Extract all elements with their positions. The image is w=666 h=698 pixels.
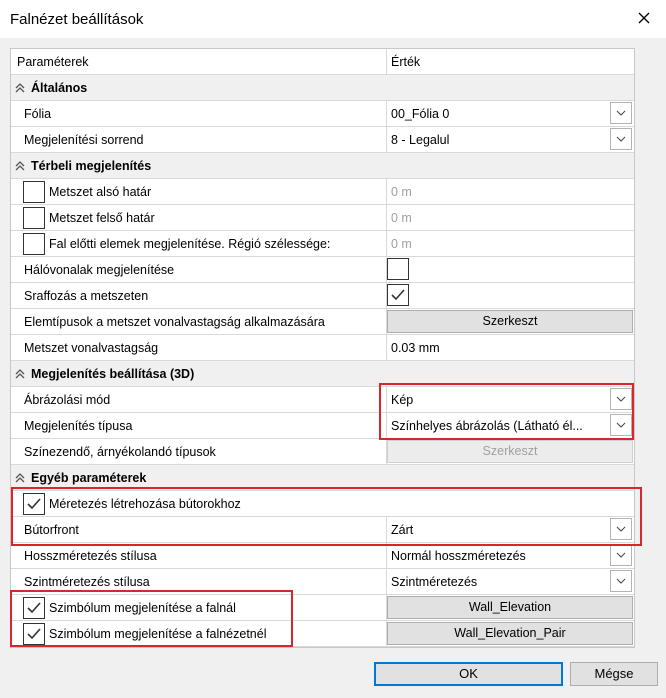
sraff-checkbox[interactable] [387,284,409,306]
chevron-down-icon[interactable] [610,570,632,592]
row-sraff [11,283,634,309]
input-value: 0.03 mm [391,341,440,355]
title-bar [0,0,666,38]
falelotti-value: 0 m [391,237,412,251]
row-szimbfalnez [11,621,634,647]
row-label: Sraffozás a metszeten [24,289,149,303]
szimbfal-checkbox[interactable] [23,597,45,619]
row-vonalvast [11,335,634,361]
row-label: Ábrázolási mód [24,393,111,407]
row-abrazolas [11,387,634,413]
row-label: Színezendő, árnyékolandó típusok [24,445,216,459]
collapse-icon[interactable] [15,82,25,94]
window-title: Falnézet beállítások [10,11,144,28]
select-value: Szintméretezés [391,575,478,589]
checkmark-icon [391,289,405,301]
szint-select[interactable] [386,569,634,594]
section-label: Térbeli megjelenítés [31,159,152,173]
row-label: Szintméretezés stílusa [24,575,150,589]
property-grid [10,48,635,648]
param-column-header: Paraméterek [17,55,89,69]
row-label: Bútorfront [24,523,79,537]
also-value: 0 m [391,185,412,199]
szimbfalnez-checkbox[interactable] [23,623,45,645]
chevron-down-icon[interactable] [610,388,632,410]
checkmark-icon [27,498,41,510]
abrazolas-select[interactable] [386,387,634,412]
chevron-down-icon[interactable] [610,102,632,124]
row-felso [11,205,634,231]
select-value: Zárt [391,523,414,537]
row-hossz [11,543,634,569]
wall-elevation-pair-button[interactable]: Wall_Elevation_Pair [387,622,633,645]
section-display3d[interactable] [11,361,634,387]
select-value: Kép [391,393,414,407]
value-cell [386,257,634,282]
row-butorfront [11,517,634,543]
elemtipus-edit-button[interactable]: Szerkeszt [387,310,633,333]
value-cell [386,309,634,334]
row-also [11,179,634,205]
select-value: Színhelyes ábrázolás (Látható él... [391,419,583,433]
hossz-select[interactable] [386,543,634,568]
row-label: Fólia [24,107,52,121]
checkmark-icon [27,602,41,614]
sorrend-select[interactable] [386,127,634,152]
falelotti-checkbox[interactable] [23,233,45,255]
row-szinezendo [11,439,634,465]
vonalvast-input[interactable] [386,335,634,360]
section-spatial[interactable] [11,153,634,179]
value-cell [386,283,634,308]
select-value: 8 - Legalul [391,133,450,147]
row-label: Szimbólum megjelenítése a falnál [49,601,236,615]
grid-header [11,49,634,75]
checkmark-icon [27,628,41,640]
value-column-cell [386,49,634,74]
collapse-icon[interactable] [15,368,25,380]
cancel-button[interactable]: Mégse [570,662,658,686]
value-cell [386,595,634,620]
select-value: 00_Fólia 0 [391,107,450,121]
select-value: Normál hosszméretezés [391,549,526,563]
row-meretezes [11,491,634,517]
value-cell [386,231,634,256]
section-label: Megjelenítés beállítása (3D) [31,367,195,381]
value-cell [386,621,634,646]
meretezes-checkbox[interactable] [23,493,45,515]
butorfront-select[interactable] [386,517,634,542]
halo-checkbox[interactable] [387,258,409,280]
row-szimbfal [11,595,634,621]
section-label: Egyéb paraméterek [31,471,147,485]
value-cell [386,205,634,230]
collapse-icon[interactable] [15,160,25,172]
section-general[interactable] [11,75,634,101]
collapse-icon[interactable] [15,472,25,484]
row-falelotti [11,231,634,257]
row-label: Megjelenítési sorrend [24,133,144,147]
chevron-down-icon[interactable] [610,128,632,150]
chevron-down-icon[interactable] [610,518,632,540]
felso-value: 0 m [391,211,412,225]
value-column-header: Érték [391,55,421,69]
row-folia [11,101,634,127]
megjtipus-select[interactable] [386,413,634,438]
row-label: Méretezés létrehozása bútorokhoz [49,497,241,511]
row-label: Szimbólum megjelenítése a falnézetnél [49,627,267,641]
section-label: Általános [31,81,88,95]
row-label: Metszet alsó határ [49,185,152,199]
section-other[interactable] [11,465,634,491]
wall-elevation-button[interactable]: Wall_Elevation [387,596,633,619]
row-label: Hálóvonalak megjelenítése [24,263,175,277]
close-icon[interactable] [632,6,656,30]
felso-checkbox[interactable] [23,207,45,229]
row-megjtipus [11,413,634,439]
row-halo [11,257,634,283]
value-cell [386,179,634,204]
also-checkbox[interactable] [23,181,45,203]
ok-button[interactable]: OK [374,662,563,686]
row-label: Fal előtti elemek megjelenítése. Régió szélessége: [49,237,331,251]
szinezendo-edit-button: Szerkeszt [387,440,633,463]
row-label: Hosszméretezés stílusa [24,549,157,563]
chevron-down-icon[interactable] [610,414,632,436]
row-sorrend [11,127,634,153]
folia-select[interactable] [386,101,634,126]
row-szint [11,569,634,595]
row-label: Metszet vonalvastagság [24,341,159,355]
chevron-down-icon[interactable] [610,544,632,566]
value-cell [386,439,634,464]
row-label: Metszet felső határ [49,211,155,225]
row-label: Elemtípusok a metszet vonalvastagság alkalmazására [24,315,325,329]
row-elemtipus [11,309,634,335]
row-label: Megjelenítés típusa [24,419,133,433]
